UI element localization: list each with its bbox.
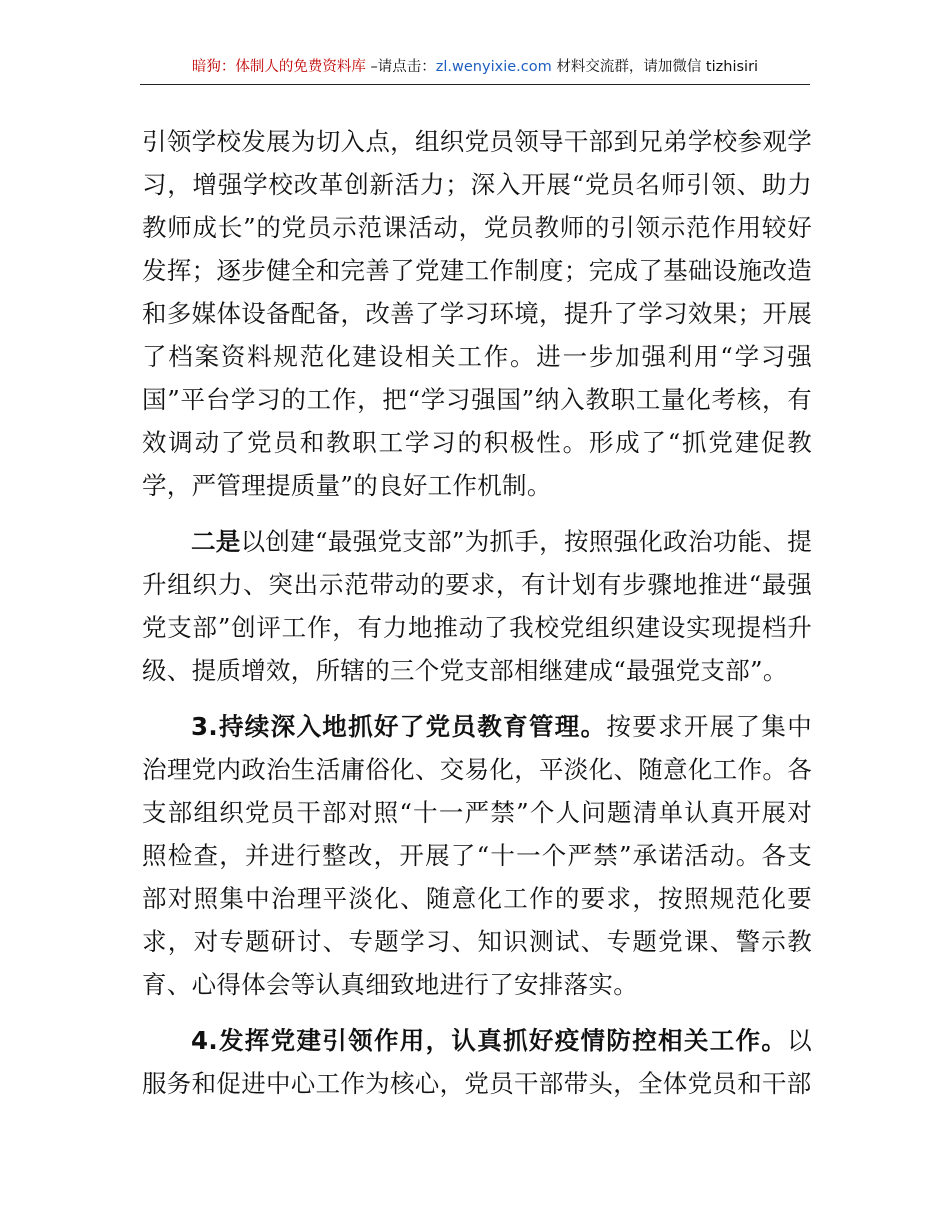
paragraph-2-lead: 二是 (191, 527, 241, 556)
paragraph-3-body: 按要求开展了集中治理党内政治生活庸俗化、交易化，平淡化、随意化工作。各支部组织党员干部对照“十一严禁”个人问题清单认真开展对照检查，并进行整改，开展了“十一个严禁”承诺活动。各支部对照集中治理平淡化、随意化工作的要求，按照规范化要求，对专题研讨、专题学习、知识测试、专题党课、警示教育、心得体会等认真细致地进行了安排落实。 (142, 712, 813, 999)
page-header (140, 56, 810, 85)
paragraph-3 (142, 705, 812, 1006)
header-click-prompt: –请点击： (365, 59, 436, 75)
header-wechat-note: 材料交流群，请加微信 tizhisiri (551, 59, 759, 75)
header-site-link[interactable]: zl.wenyixie.com (435, 59, 552, 75)
paragraph-1: 引领学校发展为切入点，组织党员领导干部到兄弟学校参观学习，增强学校改革创新活力；深入开展“党员名师引领、助力教师成长”的党员示范课活动，党员教师的引领示范作用较好发挥；逐步健全和完善了党建工作制度；完成了基础设施改造和多媒体设备配备，改善了学习环境，提升了学习效果；开展了档案资料规范化建设相关工作。进一步加强利用“学习强国”平台学习的工作，把“学习强国”纳入教职工量化考核，有效调动了党员和教职工学习的积极性。形成了“抓党建促教学，严管理提质量”的良好工作机制。 (142, 127, 812, 500)
document-body (142, 120, 812, 1105)
paragraph-4 (142, 1019, 812, 1105)
header-site-name: 暗狗：体制人的免费资料库 (191, 59, 366, 75)
paragraph-4-body: 以服务和促进中心工作为核心，党员干部带头，全体党员和干部 (142, 1026, 812, 1098)
paragraph-3-heading: 3.持续深入地抓好了党员教育管理。 (191, 712, 607, 741)
paragraph-2-body: 以创建“最强党支部”为抓手，按照强化政治功能、提升组织力、突出示范带动的要求，有计划有步骤地推进“最强党支部”创评工作，有力地推动了我校党组织建设实现提档升级、提质增效，所辖的三个党支部相继建成“最强党支部”。 (142, 527, 813, 685)
paragraph-2 (142, 520, 812, 692)
paragraph-4-heading: 4.发挥党建引领作用，认真抓好疫情防控相关工作。 (191, 1026, 788, 1055)
